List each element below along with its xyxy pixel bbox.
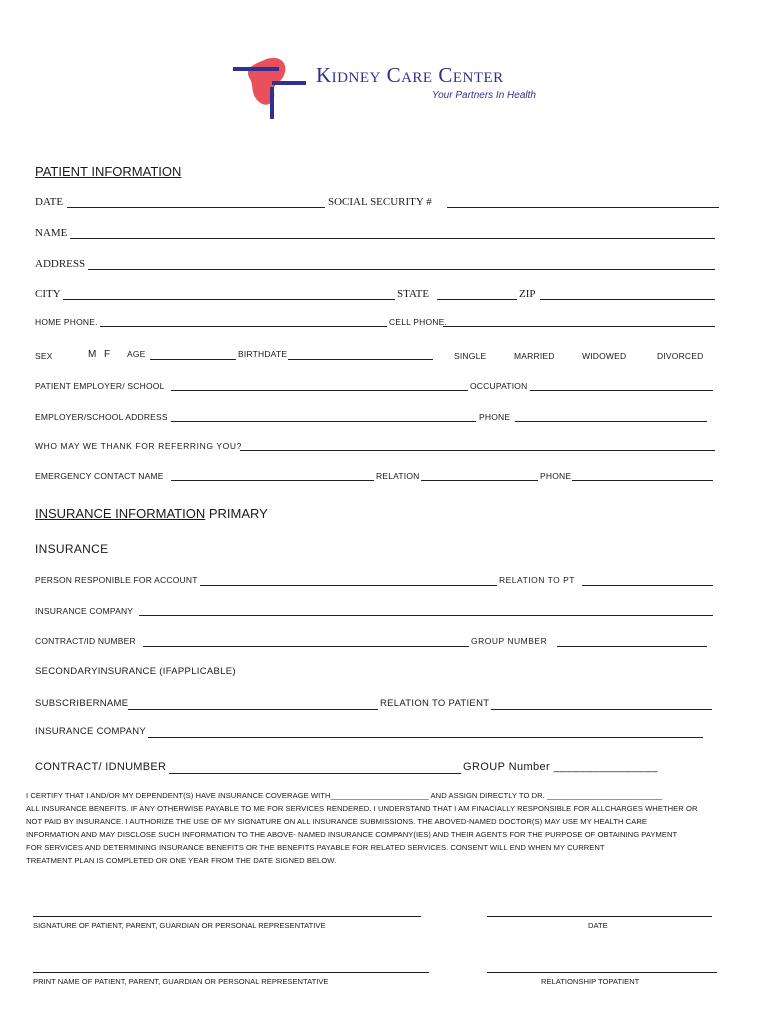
cell-phone-field[interactable]: [443, 326, 715, 327]
state-field[interactable]: [437, 299, 517, 300]
patient-information-title: PATIENT INFORMATION: [35, 164, 182, 179]
insurance-company-field[interactable]: [139, 615, 713, 616]
subscriber-name-field[interactable]: [128, 709, 378, 710]
employer-label: PATIENT EMPLOYER/ SCHOOL: [35, 381, 165, 391]
org-tagline: Your Partners In Health: [432, 90, 536, 101]
emergency-contact-label: EMERGENCY CONTACT NAME: [35, 471, 164, 481]
employer-phone-label: PHONE: [479, 412, 511, 422]
marital-divorced[interactable]: DIVORCED: [657, 351, 704, 361]
birthdate-label: BIRTHDATE: [238, 349, 288, 359]
cert-line-4: INFORMATION AND MAY DISCLOSE SUCH INFORMATION TO THE ABOVE- NAMED INSURANCE COMPANY(IES) AND THEIR AGENTS FOR THE PURPOSE OF OBTAINING PAYMENT: [26, 830, 678, 839]
group-number-field[interactable]: [557, 646, 707, 647]
address-field[interactable]: [88, 269, 715, 270]
relation-to-pt-field[interactable]: [582, 585, 713, 586]
secondary-group-label: GROUP Number ________________: [463, 761, 658, 773]
marital-widowed[interactable]: WIDOWED: [582, 351, 627, 361]
employer-field[interactable]: [171, 390, 468, 391]
relation-to-patient-field[interactable]: [491, 709, 712, 710]
secondary-contract-field[interactable]: [169, 773, 461, 774]
kidney-care-logo-icon: [232, 55, 312, 121]
ssn-label: SOCIAL SECURITY #: [328, 196, 432, 208]
relation-to-pt-label: RELATION TO PT: [499, 575, 575, 585]
city-field[interactable]: [63, 299, 395, 300]
employer-phone-field[interactable]: [515, 421, 707, 422]
cert-line-5: FOR SERVICES AND DETERMINING INSURANCE BENEFITS OR THE BENEFITS PAYABLE FOR RELATED SERVICES. CONSENT WILL END WHEN MY CURRENT: [26, 843, 605, 852]
home-phone-field[interactable]: [100, 326, 387, 327]
marital-single[interactable]: SINGLE: [454, 351, 487, 361]
age-label: AGE: [127, 349, 146, 359]
signature-field[interactable]: [33, 916, 421, 917]
signature-date-label: DATE: [588, 921, 608, 930]
occupation-field[interactable]: [530, 390, 713, 391]
signature-date-field[interactable]: [487, 916, 712, 917]
state-label: STATE: [397, 288, 430, 300]
org-name: Kidney Care Center: [316, 63, 504, 87]
subscriber-name-label: SUBSCRIBERNAME: [35, 698, 129, 709]
emergency-relation-label: RELATION: [376, 471, 420, 481]
insurance-subtitle: INSURANCE: [35, 542, 109, 556]
print-name-label: PRINT NAME OF PATIENT, PARENT, GUARDIAN OR PERSONAL REPRESENTATIVE: [33, 977, 329, 986]
cert-line-1: I CERTIFY THAT I AND/OR MY DEPENDENT(S) HAVE INSURANCE COVERAGE WITH_______________________ AND ASSIGN DIRECTLY TO DR. ___________________________: [26, 791, 663, 800]
date-label: DATE: [35, 196, 64, 208]
age-field[interactable]: [150, 359, 236, 360]
insurance-title-primary: PRIMARY: [205, 506, 268, 521]
insurance-title-underlined: INSURANCE INFORMATION: [35, 506, 206, 521]
certification-text: [26, 789, 746, 867]
signature-label: SIGNATURE OF PATIENT, PARENT, GUARDIAN OR PERSONAL REPRESENTATIVE: [33, 921, 326, 930]
emergency-contact-field[interactable]: [171, 480, 374, 481]
relationship-label: RELATIONSHIP TOPATIENT: [541, 977, 640, 986]
birthdate-field[interactable]: [288, 359, 433, 360]
contract-id-label: CONTRACT/ID NUMBER: [35, 636, 136, 646]
ssn-field[interactable]: [447, 207, 719, 208]
secondary-contract-label: CONTRACT/ IDNUMBER: [35, 761, 167, 773]
sex-label: SEX: [35, 351, 53, 361]
relation-to-patient-label: RELATION TO PATIENT: [380, 698, 490, 709]
responsible-label: PERSON RESPONIBLE FOR ACCOUNT: [35, 575, 198, 585]
secondary-company-field[interactable]: [148, 737, 703, 738]
referral-field[interactable]: [240, 450, 715, 451]
print-name-field[interactable]: [33, 972, 429, 973]
contract-id-field[interactable]: [143, 646, 469, 647]
emergency-phone-field[interactable]: [572, 480, 713, 481]
insurance-information-title: [35, 506, 268, 521]
cert-line-2: ALL INSURANCE BENEFITS. IF ANY OTHERWISE PAYABLE TO ME FOR SERVICES RENDERED. I UNDERSTAND THAT I AM FINACIALLY RESPONSIBLE FOR ALLCHARGES WHETHER OR: [26, 804, 698, 813]
cert-line-3: NOT PAID BY INSURANCE. I AUTHORIZE THE USE OF MY SIGNATURE ON ALL INSURANCE SUBMISSIONS. THE ABOVED-NAMED DOCTOR(S) MAY USE MY HEALTH CARE: [26, 817, 647, 826]
sex-option-f[interactable]: F: [104, 349, 111, 360]
city-label: CITY: [35, 288, 61, 300]
date-field[interactable]: [67, 207, 325, 208]
relationship-field[interactable]: [487, 972, 717, 973]
cert-line-6: TREATMENT PLAN IS COMPLETED OR ONE YEAR FROM THE DATE SIGNED BELOW.: [26, 856, 337, 865]
referral-label: WHO MAY WE THANK FOR REFERRING YOU?: [35, 441, 242, 451]
secondary-insurance-title: SECONDARYINSURANCE (IFAPPLICABLE): [35, 666, 236, 677]
marital-married[interactable]: MARRIED: [514, 351, 555, 361]
zip-field[interactable]: [540, 299, 715, 300]
emergency-phone-label: PHONE: [540, 471, 572, 481]
responsible-field[interactable]: [200, 585, 497, 586]
group-number-label: GROUP NUMBER: [471, 636, 548, 646]
employer-address-label: EMPLOYER/SCHOOL ADDRESS: [35, 412, 168, 422]
sex-option-m[interactable]: M: [88, 349, 97, 360]
name-field[interactable]: [70, 238, 715, 239]
cell-phone-label: CELL PHONE.: [389, 317, 448, 327]
insurance-company-label: INSURANCE COMPANY: [35, 606, 134, 616]
address-label: ADDRESS: [35, 258, 86, 270]
occupation-label: OCCUPATION: [470, 381, 528, 391]
home-phone-label: HOME PHONE.: [35, 317, 98, 327]
employer-address-field[interactable]: [171, 421, 476, 422]
name-label: NAME: [35, 227, 68, 239]
emergency-relation-field[interactable]: [421, 480, 538, 481]
secondary-company-label: INSURANCE COMPANY: [35, 726, 147, 737]
zip-label: ZIP: [519, 288, 536, 300]
